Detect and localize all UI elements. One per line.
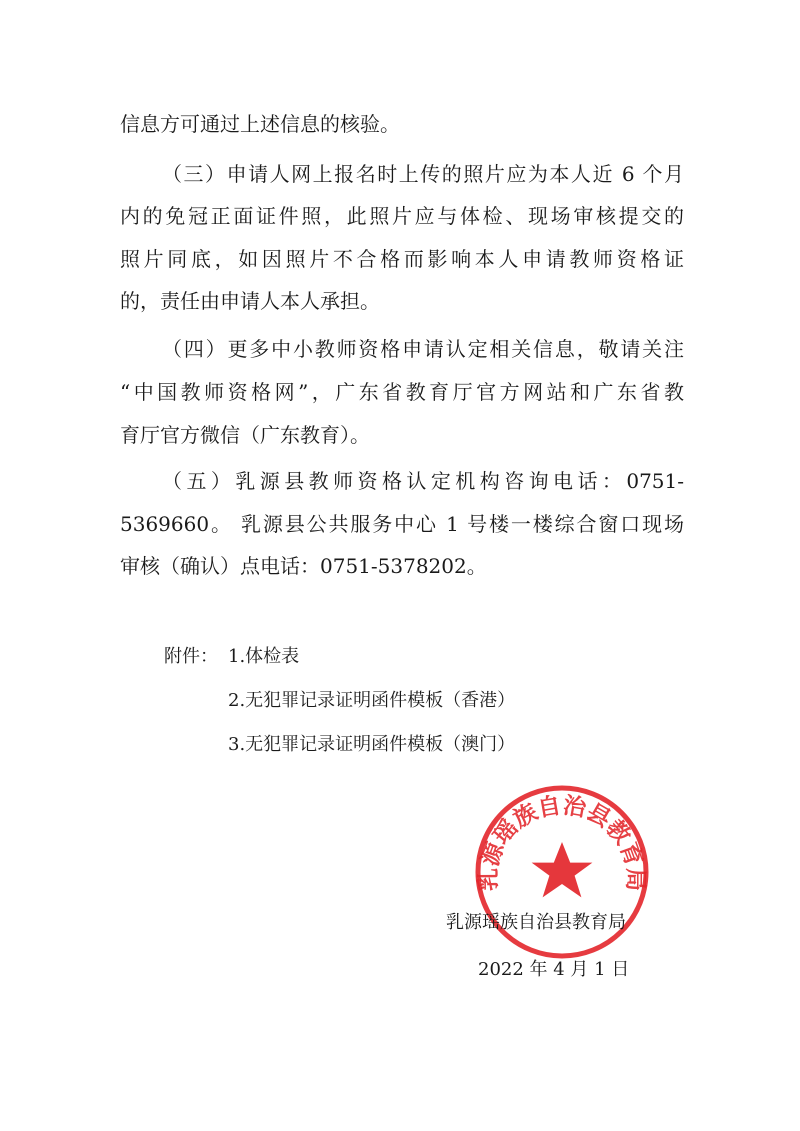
issuer-name: 乳源瑶族自治县教育局 (446, 912, 626, 933)
paragraph-line-6: （四）更多中小教师资格申请认定相关信息，敬请关注 (162, 337, 684, 361)
paragraph-line-4: 照片同底，如因照片不合格而影响本人申请教师资格证 (120, 247, 684, 271)
paragraph-line-1: 信息方可通过上述信息的核验。 (120, 112, 400, 136)
paragraph-line-8: 育厅官方微信（广东教育）。 (120, 423, 370, 447)
paragraph-line-5: 的，责任由申请人本人承担。 (120, 289, 380, 313)
attachment-item-2: 2.无犯罪记录证明函件模板（香港） (228, 690, 516, 711)
seal-star-icon (532, 842, 593, 897)
attachment-item-3: 3.无犯罪记录证明函件模板（澳门） (228, 734, 516, 755)
paragraph-line-7: “中国教师资格网”，广东省教育厅官方网站和广东省教 (120, 380, 684, 404)
paragraph-line-9: （五）乳源县教师资格认定机构咨询电话：0751- (162, 469, 684, 493)
paragraph-line-11: 审核（确认）点电话：0751-5378202。 (120, 554, 487, 578)
paragraph-line-2: （三）申请人网上报名时上传的照片应为本人近 6 个月 (162, 162, 684, 186)
attachment-label: 附件： (164, 646, 218, 667)
seal-text: 乳源瑶族自治县教育局 (475, 792, 649, 892)
issue-date: 2022 年 4 月 1 日 (478, 959, 630, 980)
paragraph-line-10: 5369660。 乳源县公共服务中心 1 号楼一楼综合窗口现场 (120, 512, 684, 536)
paragraph-line-3: 内的免冠正面证件照，此照片应与体检、现场审核提交的 (120, 204, 684, 228)
attachment-item-1: 1.体检表 (228, 646, 300, 667)
